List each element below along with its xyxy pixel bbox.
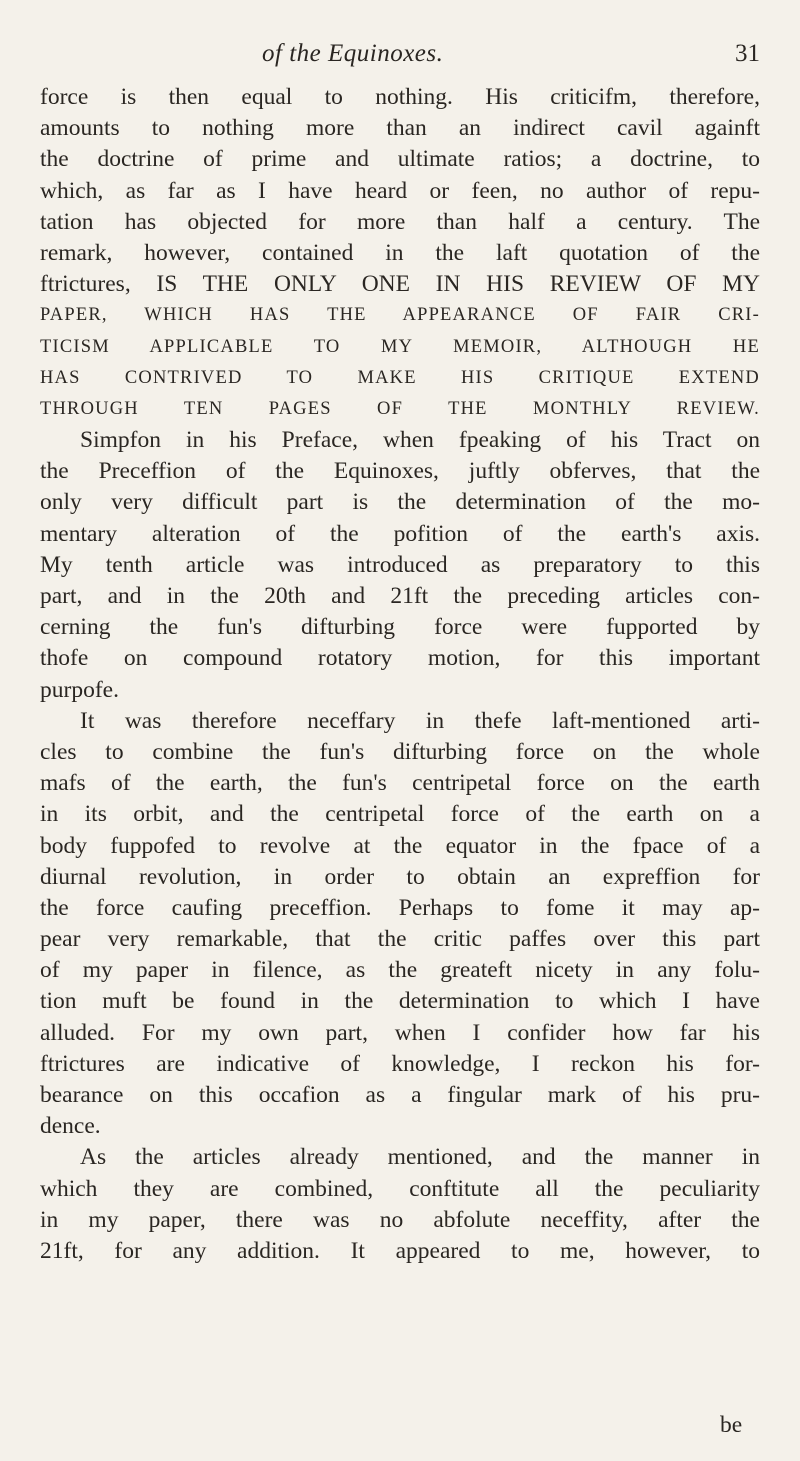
- text-line: remark, however, contained in the laft quotation of the: [40, 239, 760, 266]
- text-line: the doctrine of prime and ultimate ratios; a doctrine, to: [40, 146, 760, 173]
- text-line: Simpfon in his Preface, when fpeaking of his Tract on: [80, 427, 760, 454]
- text-line: It was therefore neceffary in thefe laft-mentioned arti-: [80, 707, 760, 734]
- text-line: dence.: [40, 1113, 101, 1140]
- text-line: ftrictures are indicative of knowledge, I reckon his for-: [40, 1050, 760, 1077]
- page-number: 31: [735, 40, 760, 67]
- text-line: tion muft be found in the determination to which I have: [40, 988, 760, 1015]
- text-line: in my paper, there was no abfolute neceffity, after the: [40, 1206, 760, 1233]
- catchword: be: [720, 1412, 743, 1438]
- text-line: tation has objected for more than half a century. The: [40, 208, 760, 235]
- text-line: As the articles already mentioned, and the manner in: [80, 1144, 760, 1171]
- text-line: which they are combined, conftitute all the peculiarity: [40, 1175, 760, 1202]
- running-title: of the Equinoxes.: [262, 40, 444, 67]
- text-line-small-caps: THROUGH TEN PAGES OF THE MONTHLY REVIEW.: [40, 398, 760, 419]
- text-line: alluded. For my own part, when I confider how far his: [40, 1019, 760, 1046]
- text-line: purpofe.: [40, 676, 119, 703]
- text-line: part, and in the 20th and 21ft the preceding articles con-: [40, 583, 760, 609]
- text-line: in its orbit, and the centripetal force of the earth on a: [40, 801, 760, 828]
- text-line: ftrictures, IS THE ONLY ONE IN HIS REVIEW OF MY: [40, 271, 760, 298]
- text-line: body fuppofed to revolve at the equator in the fpace of a: [40, 832, 760, 859]
- text-line-small-caps: PAPER, WHICH HAS THE APPEARANCE OF FAIR CRI-: [40, 305, 760, 326]
- text-line-small-caps: HAS CONTRIVED TO MAKE HIS CRITIQUE EXTEND: [40, 367, 760, 388]
- text-line: only very difficult part is the determination of the mo-: [40, 489, 760, 516]
- text-line: cles to combine the fun's difturbing force on the whole: [40, 738, 760, 765]
- text-line: which, as far as I have heard or feen, no author of repu-: [40, 177, 760, 204]
- text-line: amounts to nothing more than an indirect cavil againft: [40, 115, 760, 142]
- text-line: mentary alteration of the pofition of the earth's axis.: [40, 520, 760, 547]
- text-line: bearance on this occafion as a fingular mark of his pru-: [40, 1082, 760, 1108]
- text-line: the Preceffion of the Equinoxes, juftly obferves, that the: [40, 458, 760, 485]
- text-line: 21ft, for any addition. It appeared to me, however, to: [40, 1237, 760, 1264]
- text-line: cerning the fun's difturbing force were fupported by: [40, 614, 760, 641]
- text-line-small-caps: TICISM APPLICABLE TO MY MEMOIR, ALTHOUGH HE: [40, 336, 760, 357]
- body-text: [40, 82, 760, 1267]
- text-line: pear very remarkable, that the critic paffes over this part: [40, 926, 760, 953]
- text-line: the force caufing preceffion. Perhaps to fome it may ap-: [40, 894, 760, 921]
- text-line: thofe on compound rotatory motion, for this important: [40, 645, 760, 672]
- text-line: diurnal revolution, in order to obtain an expreffion for: [40, 863, 760, 890]
- text-line: of my paper in filence, as the greateft nicety in any folu-: [40, 957, 760, 984]
- text-line: My tenth article was introduced as preparatory to this: [40, 551, 760, 578]
- text-line: mafs of the earth, the fun's centripetal force on the earth: [40, 770, 760, 797]
- text-line: force is then equal to nothing. His criticifm, therefore,: [40, 84, 760, 110]
